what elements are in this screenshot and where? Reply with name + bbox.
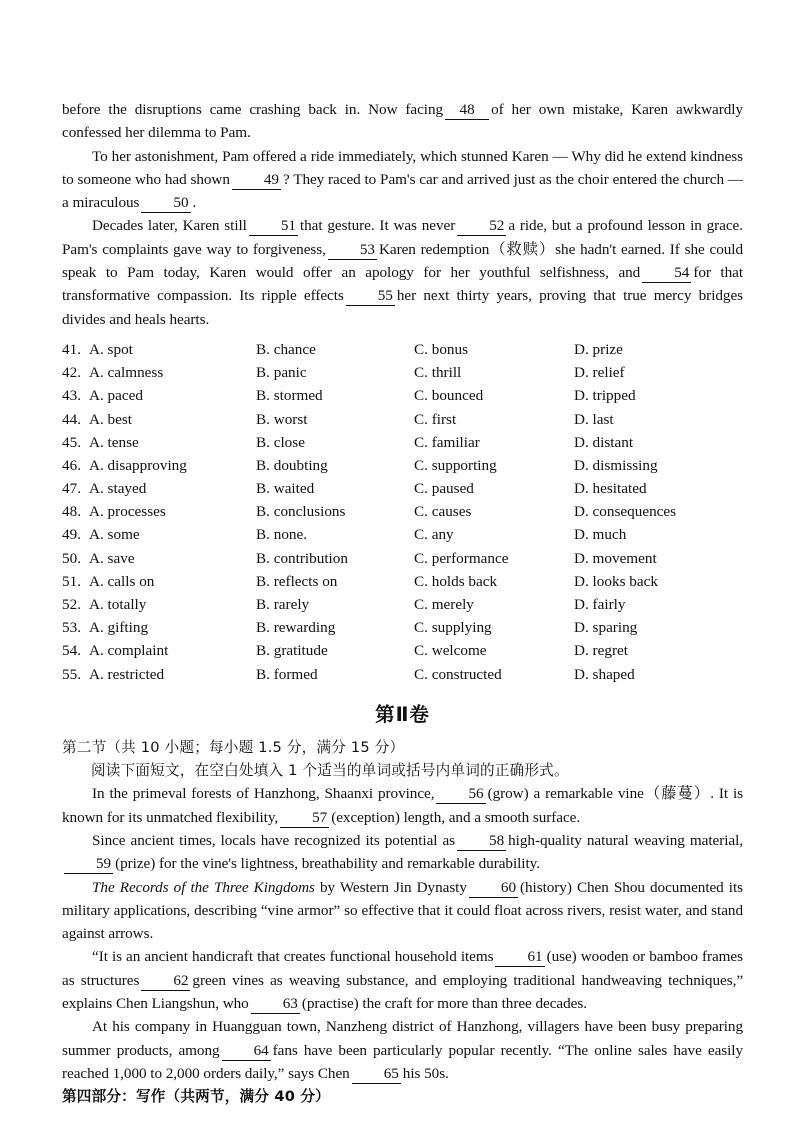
passage-text: (use) wooden or bamboo frames as structures — [62, 948, 743, 989]
option-choice-d[interactable]: D. sparing — [574, 619, 638, 637]
passage-text: (exception) length, and a smooth surface. — [331, 808, 581, 826]
passage-text: her next thirty years, proving that true mercy bridges divides and heals hearts. — [62, 287, 744, 328]
option-choice-d[interactable]: D. looks back — [574, 572, 658, 590]
blank-59[interactable]: 59 — [64, 854, 113, 874]
option-choice-c[interactable]: C. paused — [414, 480, 474, 498]
option-choice-d[interactable]: D. relief — [574, 364, 625, 382]
option-choice-b[interactable]: B. panic — [256, 364, 307, 382]
blank-53[interactable]: 53 — [328, 240, 377, 260]
passage-text: Since ancient times, locals have recognized its potential as — [92, 831, 456, 849]
option-row — [62, 570, 743, 593]
option-row — [62, 523, 743, 546]
option-number: 46. — [62, 456, 81, 474]
passage-paragraph-3 — [62, 214, 743, 330]
blank-54[interactable]: 54 — [642, 263, 691, 283]
passage-text: before the disruptions came crashing back in. Now facing — [62, 101, 444, 118]
option-choice-a[interactable]: A. calls on — [89, 572, 155, 590]
option-choice-c[interactable]: C. bounced — [414, 387, 484, 405]
passage-text: At his company in Huangguan town, Nanzheng district of Hanzhong, villagers have been busy preparing summer products, among — [62, 1018, 743, 1059]
option-row — [62, 663, 743, 686]
option-choice-a[interactable]: A. tense — [89, 433, 139, 451]
option-choice-c[interactable]: C. holds back — [414, 572, 498, 590]
section-two-instruction: 阅读下面短文，在空白处填入 1 个适当的单词或括号内单词的正确形式。 — [91, 762, 569, 780]
passage-paragraph-2 — [62, 145, 743, 215]
option-choice-a[interactable]: A. spot — [89, 340, 133, 358]
option-number: 55. — [62, 665, 81, 683]
blank-55[interactable]: 55 — [346, 286, 395, 306]
option-choice-d[interactable]: D. tripped — [574, 387, 636, 405]
option-choice-d[interactable]: D. movement — [574, 549, 657, 567]
blank-56[interactable]: 56 — [436, 784, 485, 804]
option-choice-a[interactable]: A. gifting — [89, 619, 149, 637]
juan-two-title: 第Ⅱ卷 — [375, 702, 430, 726]
multiple-choice-options — [62, 338, 743, 686]
option-choice-c[interactable]: C. merely — [414, 596, 474, 614]
option-choice-a[interactable]: A. restricted — [89, 665, 165, 683]
option-number: 54. — [62, 642, 81, 660]
option-row — [62, 477, 743, 500]
passage-text: In the primeval forests of Hanzhong, Shaanxi province, — [92, 785, 435, 803]
option-choice-c[interactable]: C. supporting — [414, 456, 497, 474]
blank-65[interactable]: 65 — [352, 1064, 401, 1084]
part-four-heading: 第四部分：写作（共两节，满分 40 分） — [62, 1088, 330, 1106]
option-row — [62, 431, 743, 454]
option-choice-b[interactable]: B. formed — [256, 665, 318, 683]
option-choice-b[interactable]: B. rarely — [256, 596, 310, 614]
blank-50[interactable]: 50 — [141, 193, 190, 213]
option-choice-a[interactable]: A. calmness — [89, 364, 164, 382]
option-number: 43. — [62, 387, 81, 405]
passage-text: a ride, but a profound lesson in grace. Pam's complaints gave way to forgiveness, — [62, 217, 743, 258]
blank-63[interactable]: 63 — [251, 994, 300, 1014]
option-number: 51. — [62, 572, 81, 590]
passage-text: (history) Chen Shou documented its military applications, describing “vine armor” so effective that it could float across rivers, resist water, and stand against arrows. — [62, 878, 744, 943]
option-choice-a[interactable]: A. complaint — [89, 642, 169, 660]
option-choice-b[interactable]: B. worst — [256, 410, 308, 428]
blank-52[interactable]: 52 — [457, 216, 506, 236]
book-title: The Records of the Three Kingdoms — [92, 878, 315, 896]
option-choice-b[interactable]: B. contribution — [256, 549, 348, 567]
section-two-heading: 第二节（共 10 小题；每小题 1.5 分，满分 15 分） — [62, 738, 405, 756]
option-choice-b[interactable]: B. stormed — [256, 387, 323, 405]
option-number: 49. — [62, 526, 81, 544]
option-choice-b[interactable]: B. close — [256, 433, 305, 451]
option-choice-c[interactable]: C. welcome — [414, 642, 487, 660]
blank-57[interactable]: 57 — [280, 808, 329, 828]
passage-text: Decades later, Karen still — [92, 217, 247, 235]
option-number: 47. — [62, 480, 81, 498]
passage-text: his 50s. — [402, 1064, 449, 1082]
blank-64[interactable]: 64 — [222, 1041, 271, 1061]
passage-text: “It is an ancient handicraft that creates functional household items — [92, 948, 494, 966]
passage-text: Karen redemption（救赎）she hadn't earned. If she could speak to Pam today, Karen would offer an apology for her youthful selfishness, and — [62, 240, 743, 282]
grammar-paragraph-4 — [62, 945, 743, 1015]
option-choice-d[interactable]: D. prize — [574, 340, 623, 358]
option-choice-c[interactable]: C. performance — [414, 549, 509, 567]
option-number: 48. — [62, 503, 81, 521]
option-choice-d[interactable]: D. much — [574, 526, 627, 544]
blank-48[interactable]: 48 — [445, 100, 489, 120]
option-row — [62, 547, 743, 570]
option-row — [62, 454, 743, 477]
passage-text: high-quality natural weaving material, — [508, 831, 743, 849]
option-choice-d[interactable]: D. fairly — [574, 596, 626, 614]
passage-text: . — [192, 194, 197, 212]
passage-text: fans have been particularly popular recently. “The online sales have easily reached 1,000 to 2,000 orders daily,” says Chen — [62, 1041, 744, 1082]
option-choice-a[interactable]: A. stayed — [89, 480, 147, 498]
option-choice-d[interactable]: D. consequences — [574, 503, 677, 521]
option-choice-c[interactable]: C. bonus — [414, 340, 469, 358]
option-row — [62, 338, 743, 361]
option-choice-a[interactable]: A. totally — [89, 596, 147, 614]
option-row — [62, 500, 743, 523]
option-choice-b[interactable]: B. waited — [256, 480, 315, 498]
passage-text: by Western Jin Dynasty — [319, 878, 467, 896]
option-choice-d[interactable]: D. last — [574, 410, 614, 428]
passage-text: for that transformative compassion. Its ripple effects — [62, 264, 743, 305]
option-choice-d[interactable]: D. shaped — [574, 665, 635, 683]
blank-49[interactable]: 49 — [232, 170, 281, 190]
passage-text: green vines as weaving substance, and employing traditional handweaving techniques,” explains Chen Liangshun, who — [62, 971, 744, 1013]
blank-60[interactable]: 60 — [469, 878, 518, 898]
passage-text: that gesture. It was never — [299, 217, 456, 235]
option-choice-c[interactable]: C. constructed — [414, 665, 502, 683]
option-choice-c[interactable]: C. thrill — [414, 364, 462, 382]
option-row — [62, 361, 743, 384]
option-row — [62, 639, 743, 662]
option-choice-a[interactable]: A. disapproving — [89, 456, 187, 474]
passage-text: To her astonishment, Pam offered a ride immediately, which stunned Karen — Why did he extend kindness to someone who had shown — [62, 147, 743, 188]
option-row — [62, 593, 743, 616]
option-choice-b[interactable]: B. doubting — [256, 456, 328, 474]
passage-text: (grow) a remarkable vine（藤蔓）. It is known for its unmatched flexibility, — [62, 785, 743, 826]
option-choice-a[interactable]: A. some — [89, 526, 140, 544]
option-choice-c[interactable]: C. first — [414, 410, 457, 428]
option-choice-d[interactable]: D. distant — [574, 433, 634, 451]
option-choice-d[interactable]: D. hesitated — [574, 480, 647, 498]
option-choice-c[interactable]: C. supplying — [414, 619, 492, 637]
option-choice-b[interactable]: B. reflects on — [256, 572, 338, 590]
blank-51[interactable]: 51 — [249, 216, 298, 236]
grammar-paragraph-1 — [62, 782, 743, 829]
option-choice-b[interactable]: B. chance — [256, 340, 316, 358]
option-choice-a[interactable]: A. save — [89, 549, 135, 567]
option-choice-b[interactable]: B. gratitude — [256, 642, 328, 660]
option-number: 44. — [62, 410, 81, 428]
option-choice-c[interactable]: C. familiar — [414, 433, 480, 451]
option-number: 42. — [62, 364, 81, 382]
option-choice-d[interactable]: D. dismissing — [574, 456, 658, 474]
option-choice-a[interactable]: A. best — [89, 410, 133, 428]
option-choice-b[interactable]: B. none. — [256, 526, 308, 544]
option-number: 41. — [62, 340, 81, 358]
option-row — [62, 616, 743, 639]
grammar-paragraph-2 — [62, 829, 743, 876]
passage-text: of her own mistake, Karen awkwardly confessed her dilemma to Pam. — [62, 101, 744, 142]
option-number: 45. — [62, 433, 81, 451]
option-choice-c[interactable]: C. causes — [414, 503, 472, 521]
passage-text: (practise) the craft for more than three decades. — [301, 995, 587, 1013]
option-number: 52. — [62, 596, 81, 614]
option-choice-a[interactable]: A. processes — [89, 503, 166, 521]
option-number: 50. — [62, 549, 81, 567]
blank-62[interactable]: 62 — [141, 971, 190, 991]
passage-text: ? They raced to Pam's car and arrived just as the choir entered the church — a miraculous — [62, 170, 743, 212]
page-content — [62, 98, 743, 1109]
option-choice-b[interactable]: B. rewarding — [256, 619, 336, 637]
option-choice-c[interactable]: C. any — [414, 526, 454, 544]
option-choice-a[interactable]: A. paced — [89, 387, 143, 405]
grammar-paragraph-5 — [62, 1015, 743, 1085]
option-choice-d[interactable]: D. regret — [574, 642, 628, 660]
passage-text: (prize) for the vine's lightness, breathability and remarkable durability. — [115, 855, 540, 873]
passage-paragraph-1 — [62, 98, 743, 145]
option-number: 53. — [62, 619, 81, 637]
option-row — [62, 384, 743, 407]
blank-61[interactable]: 61 — [495, 947, 544, 967]
blank-58[interactable]: 58 — [457, 831, 506, 851]
option-choice-b[interactable]: B. conclusions — [256, 503, 346, 521]
option-row — [62, 408, 743, 431]
grammar-paragraph-3 — [62, 876, 743, 946]
